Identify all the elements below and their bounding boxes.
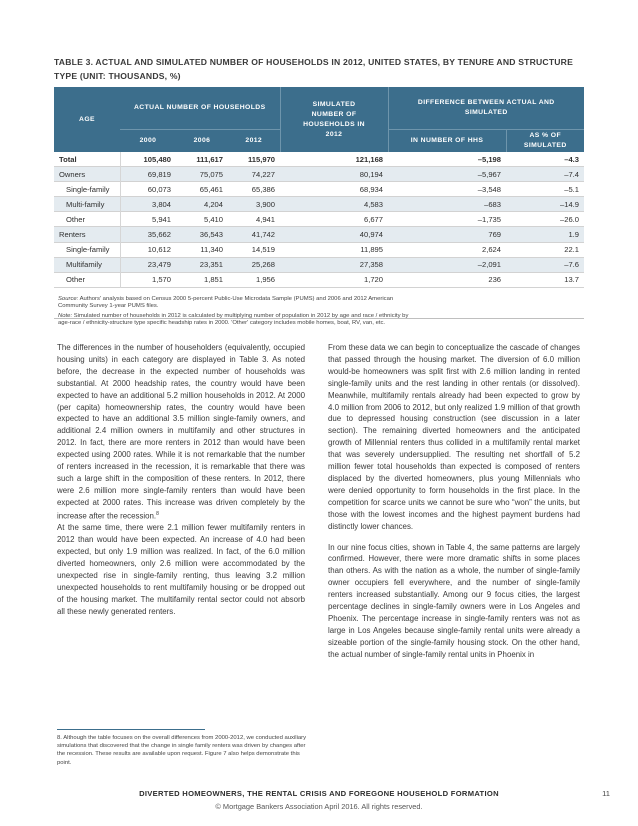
cell-diff: –683	[388, 197, 506, 212]
cell-2006: 111,617	[196, 154, 223, 164]
footer-title: DIVERTED HOMEOWNERS, THE RENTAL CRISIS AND FOREGONE HOUSEHOLD FORMATION	[139, 789, 499, 798]
cell-simulated: 4,583	[280, 197, 388, 212]
cell-diff: –2,091	[388, 257, 506, 272]
cell-diff: –5,198	[477, 154, 502, 164]
cell-2006: 11,340	[200, 245, 223, 255]
row-label: Owners	[54, 167, 120, 182]
cell-simulated: 40,974	[280, 227, 388, 242]
note-text: Simulated number of households in 2012 is calculated by multiplying number of population in 2012 by age and race / ethnicity by age-race / ethnicity-structure type specific headship rates in 2000. 'Other' category includes mobile homes, boat, RV, van, etc.	[58, 312, 409, 327]
cell-2012: 41,742	[228, 227, 280, 242]
cell-simulated: 6,677	[364, 214, 384, 224]
cell-2006: 23,351	[176, 257, 228, 272]
note	[58, 313, 418, 328]
row-label: Other	[66, 214, 85, 224]
cell-2006: 75,075	[176, 167, 228, 182]
footer-copyright: © Mortgage Bankers Association April 2016. All rights reserved.	[215, 802, 423, 811]
cell-2000: 69,819	[120, 167, 176, 182]
row-label: Total	[59, 154, 77, 164]
cell-diff: 2,624	[482, 245, 502, 255]
cell-2000: 10,612	[120, 242, 176, 257]
row-label: Multi-family	[54, 197, 120, 212]
cell-2000: 5,941	[120, 212, 176, 227]
cell-2000: 23,479	[120, 257, 176, 272]
cell-2006: 65,461	[199, 184, 223, 194]
row-label: Single-family	[66, 184, 110, 194]
cell-simulated: 27,358	[280, 257, 388, 272]
cell-2012: 74,227	[228, 167, 280, 182]
footnote-reference[interactable]: 8	[156, 510, 159, 517]
cell-2006: 1,851	[203, 275, 223, 285]
row-label: Renters	[54, 227, 120, 242]
cell-diff: –3,548	[477, 184, 502, 194]
header-simulated: SIMULATED NUMBER OF HOUSEHOLDS IN 2012	[280, 87, 388, 152]
cell-diff: 769	[388, 227, 506, 242]
cell-2012: 65,386	[251, 184, 276, 194]
paragraph	[57, 342, 305, 522]
cell-simulated: 121,168	[355, 154, 384, 164]
paragraph: From these data we can begin to conceptualize the cascade of changes that passed through the housing market. The diversion of 6.0 million would-be homeowners was split first with 2.6 million landing in rented single-family units and the rest landing in other rentals (or dissolved). Meanwhile, multifamily rentals already had been expected to grow by 4.0 million from 2006 to 2012, but only realized 1.9 million of that growth due to depressed housing construction (see discussion in a later section). The remaining diverted homeowners and the anticipated growth of Millennial renters thus collided in a multifamily rental market that was severely undersupplied. The resulting net shortfall of 5.2 million fewer total households than expected is composed of renters displaced by the diverted homeowners, plus young Millennials who were denied opportunity to form households in the first place. In the competition for scarce units we cannot be sure who “won” the units, but those with the lowest incomes and the highest payment burdens had distinctly lower chances.	[328, 343, 580, 531]
cell-2006: 5,410	[203, 214, 223, 224]
cell-2012: 115,970	[247, 154, 276, 164]
paragraph-text: The differences in the number of householders (equivalently, occupied housing units) in each category are displayed in Table 3. As noted before, the decrease in the expected number of households was substantial. At 2000 headship rates, the country would have been expected to have an additional 5.2 million households in 2012. At 2000 (per capita) homeownership rates, the country would have been expected to have an additional 3.5 million single-family owners, and additional 2.4 million owners in multifamily and other structures in 2012. In fact, there are more renters in 2012 than would have been expected using 2000 rates. While it is not remarkable that the number of renters increased in the recession, it is remarkable that there was such a large shift in the composition of these renters. In 2012, there were 2.6 million more single-family renters than would have been expected at 2000 rates. This increase was driven completely by the increase after the recession.	[57, 343, 305, 521]
cell-simulated: 68,934	[359, 184, 384, 194]
cell-simulated: 1,720	[364, 275, 384, 285]
table-row	[54, 197, 584, 212]
table-row	[54, 227, 584, 242]
table-notes	[58, 296, 418, 330]
cell-2012: 14,519	[251, 245, 276, 255]
right-column	[328, 342, 580, 670]
header-age: AGE	[54, 87, 120, 152]
cell-pct: –4.3	[564, 154, 580, 164]
cell-pct: 22.1	[564, 245, 580, 255]
cell-2012: 3,900	[228, 197, 280, 212]
source-text: Authors' analysis based on Census 2000 5-percent Public-Use Microdata Sample (PUMS) and 2006 and 2012 American Community Survey 1-year PUMS files.	[58, 296, 394, 310]
header-actual: ACTUAL NUMBER OF HOUSEHOLDS	[120, 87, 280, 130]
cell-2000: 105,480	[120, 152, 176, 167]
households-table	[54, 87, 584, 288]
header-2006: 2006	[176, 130, 228, 153]
cell-2000: 35,662	[120, 227, 176, 242]
cell-2012: 4,941	[256, 214, 276, 224]
cell-pct: 1.9	[506, 227, 584, 242]
cell-pct: –26.0	[560, 214, 580, 224]
source-label: Source:	[58, 296, 79, 302]
cell-2012: 1,956	[256, 275, 276, 285]
cell-2000: 3,804	[120, 197, 176, 212]
cell-2000: 1,570	[120, 272, 176, 287]
cell-diff: –5,967	[388, 167, 506, 182]
cell-pct: –7.4	[506, 167, 584, 182]
page-number: 11	[602, 789, 610, 798]
row-label: Single-family	[66, 245, 110, 255]
cell-2000: 60,073	[120, 182, 176, 197]
header-in-number: IN NUMBER OF HHS	[388, 130, 506, 153]
source-note	[58, 296, 418, 311]
cell-pct: –7.6	[506, 257, 584, 272]
footnote: 8. Although the table focuses on the overall differences from 2000-2012, we conducted auxiliary simulations that discovered that the change in single family renters was driven by changes after the recession. These results are available upon request. Figure 7 also helps demonstrate this point.	[57, 735, 307, 766]
row-label: Other	[66, 275, 85, 285]
header-difference: DIFFERENCE BETWEEN ACTUAL AND SIMULATED	[388, 87, 584, 130]
cell-2006: 4,204	[176, 197, 228, 212]
paragraph: At the same time, there were 2.1 million fewer multifamily renters in 2012 than would have been expected. An increase of 4.0 had been expected, but only 1.9 million was realized. In fact, of the 6.0 million diverted homeowners, only 2.6 million were accommodated by the unexpected rise in single-family renting, thus leaving 3.2 million unexpected households to rent multifamily housing or be dropped out of the housing market. The multifamily rental sector could not absorb all these newly generated renters.	[57, 523, 305, 616]
cell-pct: –14.9	[506, 197, 584, 212]
row-label: Multifamily	[54, 257, 120, 272]
table-row	[54, 152, 584, 167]
footnote-divider	[57, 729, 205, 730]
table-title: TABLE 3. ACTUAL AND SIMULATED NUMBER OF HOUSEHOLDS IN 2012, UNITED STATES, BY TENURE AND STRUCTURE TYPE (UNIT: THOUSANDS, %)	[54, 57, 574, 81]
cell-simulated: 11,895	[360, 245, 384, 255]
cell-diff: –1,735	[477, 214, 502, 224]
table-row	[54, 257, 584, 272]
cell-2012: 25,268	[228, 257, 280, 272]
cell-2006: 36,543	[176, 227, 228, 242]
header-2012: 2012	[228, 130, 280, 153]
table-row	[54, 167, 584, 182]
table-row	[54, 182, 584, 197]
table-row	[54, 272, 584, 287]
cell-pct: –5.1	[564, 184, 580, 194]
cell-diff: 236	[488, 275, 502, 285]
note-label: Note:	[58, 312, 73, 319]
cell-pct: 13.7	[564, 275, 580, 285]
table-row	[54, 242, 584, 257]
header-2000: 2000	[120, 130, 176, 153]
paragraph: In our nine focus cities, shown in Table 4, the same patterns are largely confirmed. However, there were more dramatic shifts in some places than others. As with the nation as a whole, the number of single-family owner occupiers fell everywhere, and the number of single-family renters increased substantially. Among our 9 focus cities, the largest percentage declines in single-family owners were in Los Angeles and Phoenix. The percentage increase in single-family renters was not as large in Los Angeles because single-family rental units were already a sizeable portion of the single-family housing stock. On the other hand, the actual number of single-family rental units in Phoenix in	[328, 542, 580, 659]
cell-simulated: 80,194	[280, 167, 388, 182]
left-column	[57, 342, 305, 626]
table-row	[54, 212, 584, 227]
header-as-pct: AS % OF SIMULATED	[506, 130, 584, 153]
